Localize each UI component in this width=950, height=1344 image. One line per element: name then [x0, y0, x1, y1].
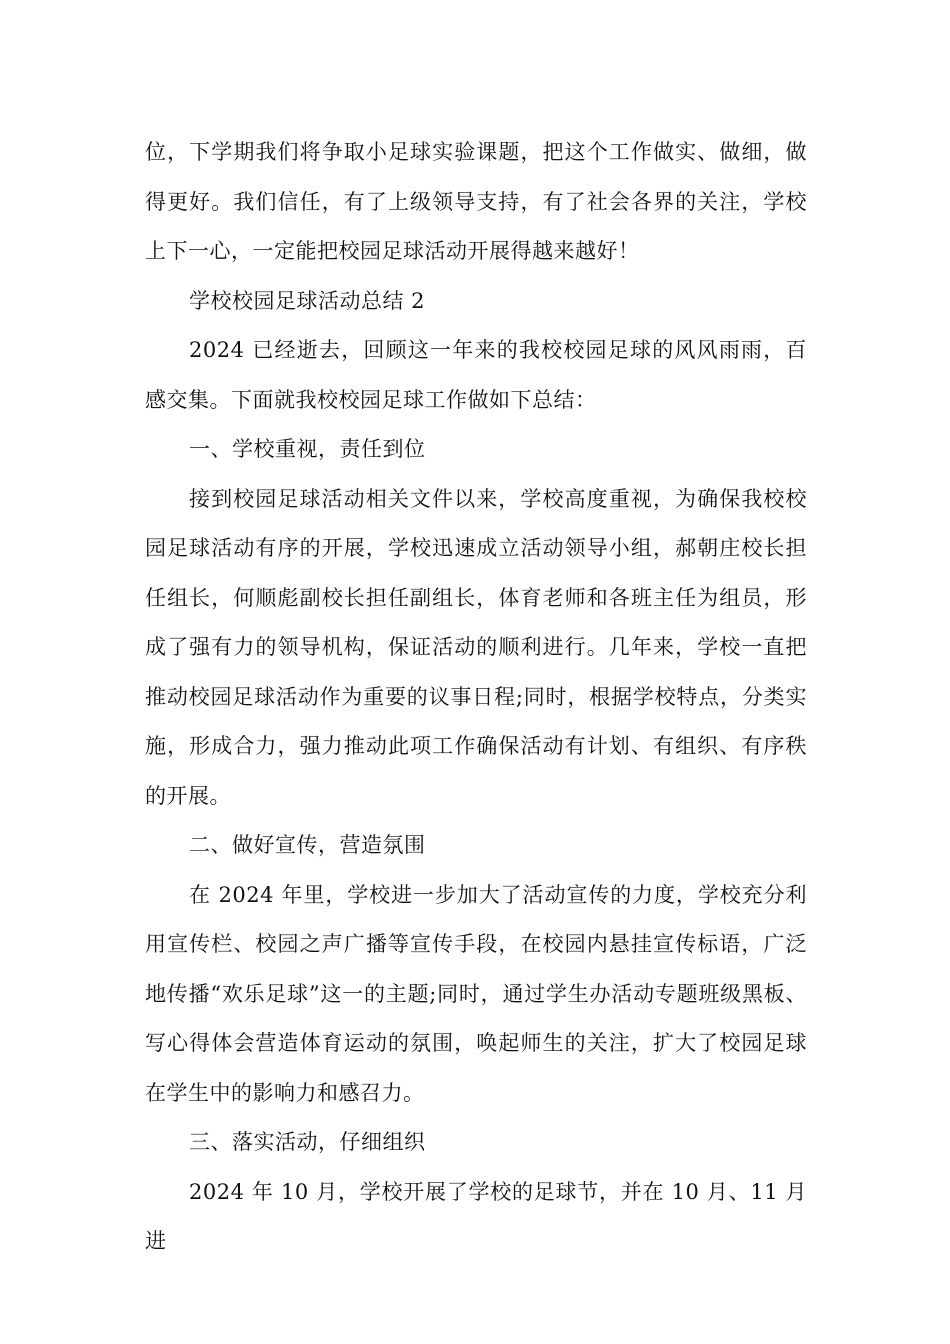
heading-2: 二、做好宣传，营造氛围	[189, 833, 426, 857]
paragraph-3: 2024 年 10 月，学校开展了学校的足球节，并在 10 月、11 月进	[145, 1179, 807, 1253]
document-body	[145, 128, 807, 1267]
paragraph-2: 在 2024 年里，学校进一步加大了活动宣传的力度，学校充分利用宣传栏、校园之声广播等宣传手段，在校园内悬挂宣传标语，广泛地传播“欢乐足球”这一的主题;同时，通过学生办活动专题班级黑板、写心得体会营造体育运动的氛围，唤起师生的关注，扩大了校园足球在学生中的影响力和感召力。	[145, 882, 807, 1105]
paragraph-continuation: 位，下学期我们将争取小足球实验课题，把这个工作做实、做细，做得更好。我们信任，有了上级领导支持，有了社会各界的关注，学校上下一心，一定能把校园足球活动开展得越来越好！	[145, 140, 807, 263]
paragraph-1: 接到校园足球活动相关文件以来，学校高度重视，为确保我校校园足球活动有序的开展，学校迅速成立活动领导小组，郝朝庄校长担任组长，何顺彪副校长担任副组长，体育老师和各班主任为组员，形成了强有力的领导机构，保证活动的顺利进行。几年来，学校一直把推动校园足球活动作为重要的议事日程;同时，根据学校特点，分类实施，形成合力，强力推动此项工作确保活动有计划、有组织、有序秩的开展。	[145, 486, 807, 808]
paragraph-intro: 2024 已经逝去，回顾这一年来的我校校园足球的风风雨雨，百感交集。下面就我校校园足球工作做如下总结：	[145, 338, 807, 412]
heading-3: 三、落实活动，仔细组织	[189, 1130, 426, 1154]
heading-1: 一、学校重视，责任到位	[189, 437, 426, 461]
section-title: 学校校园足球活动总结 2	[189, 288, 426, 313]
